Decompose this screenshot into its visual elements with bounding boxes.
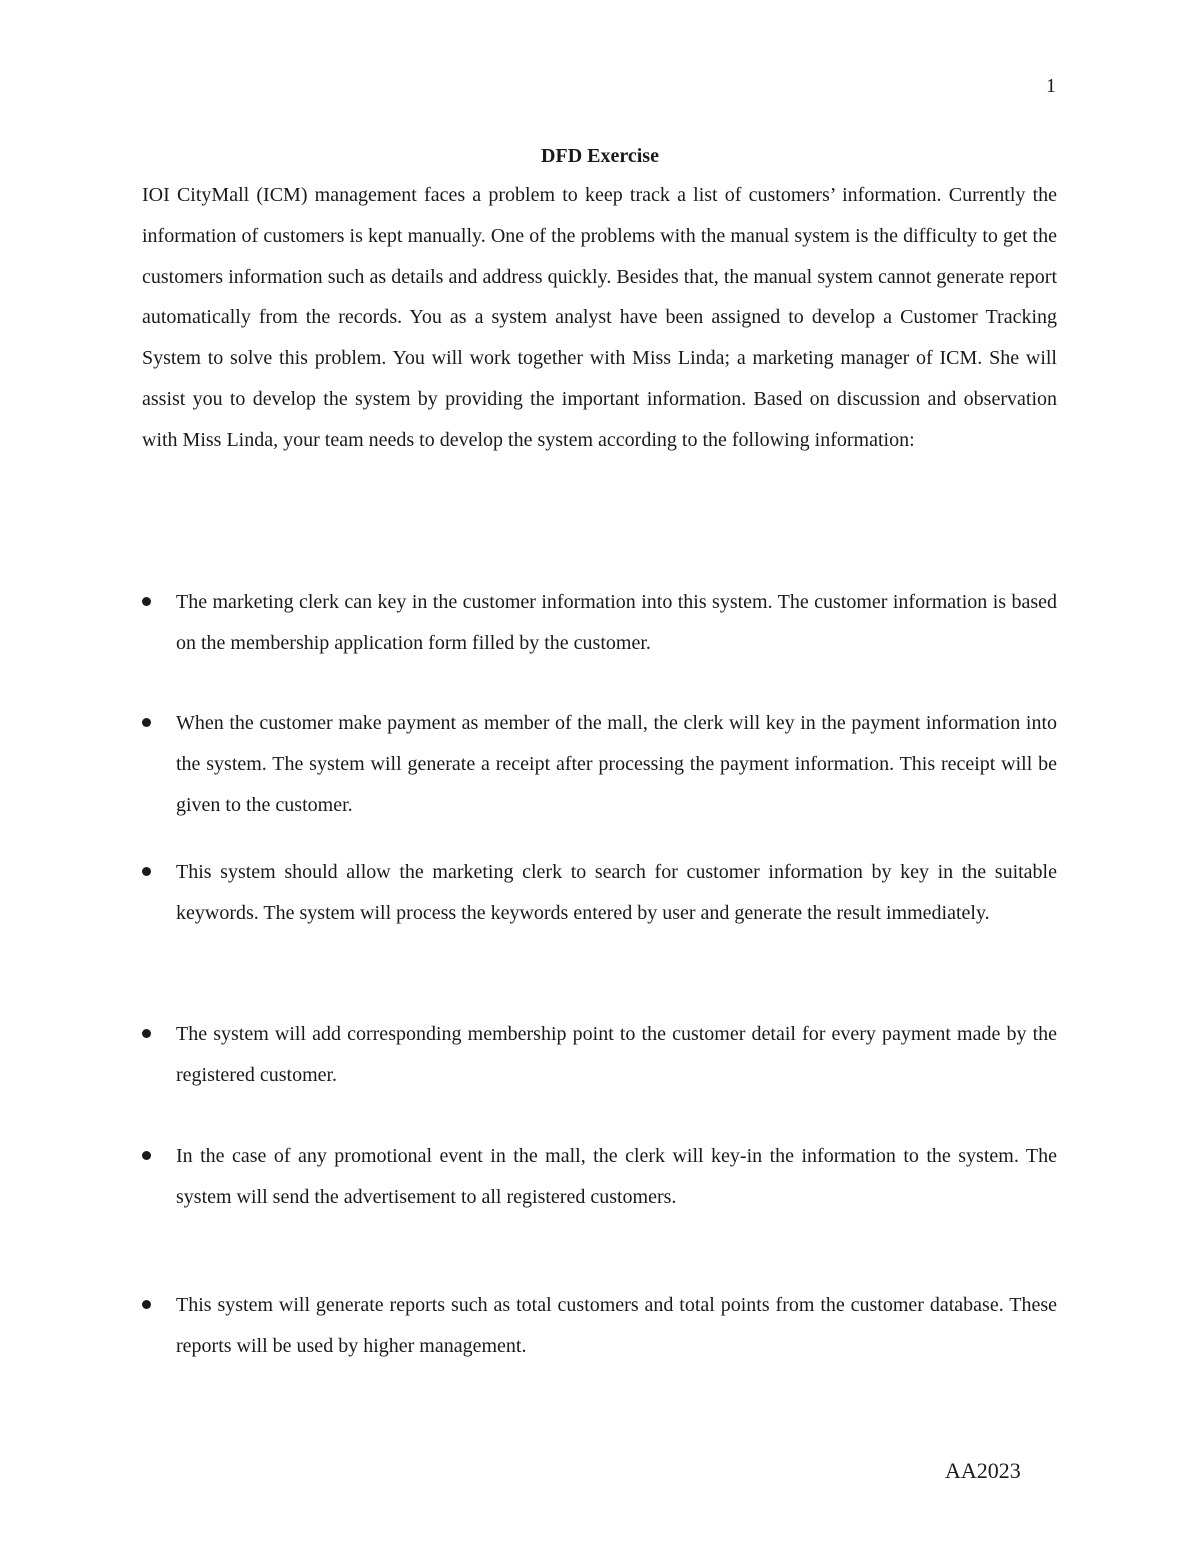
bullet-item	[142, 1285, 1057, 1367]
bullet-dot-icon	[142, 1300, 151, 1309]
bullet-item	[142, 703, 1057, 825]
bullet-text: This system should allow the marketing clerk to search for customer information by key in the suitable keywords. The system will process the keywords entered by user and generate the result immediately.	[176, 861, 1057, 924]
bullet-dot-icon	[142, 1029, 151, 1038]
bullet-text: This system will generate reports such as total customers and total points from the customer database. These reports will be used by higher management.	[176, 1294, 1057, 1357]
bullet-text: When the customer make payment as member of the mall, the clerk will key in the payment information into the system. The system will generate a receipt after processing the payment information. This receipt will be given to the customer.	[176, 712, 1057, 816]
bullet-text: The marketing clerk can key in the customer information into this system. The customer information is based on the membership application form filled by the customer.	[176, 591, 1057, 654]
footer-code: AA2023	[945, 1458, 1021, 1483]
bullet-item	[142, 582, 1057, 664]
bullet-dot-icon	[142, 597, 151, 606]
bullet-dot-icon	[142, 1151, 151, 1160]
bullet-dot-icon	[142, 867, 151, 876]
bullet-item	[142, 1014, 1057, 1096]
intro-paragraph: IOI CityMall (ICM) management faces a problem to keep track a list of customers’ information. Currently the information of customers is kept manually. One of the problems with the manual system is the difficulty to get the customers information such as details and address quickly. Besides that, the manual system cannot generate report automatically from the records. You as a system analyst have been assigned to develop a Customer Tracking System to solve this problem. You will work together with Miss Linda; a marketing manager of ICM. She will assist you to develop the system by providing the important information. Based on discussion and observation with Miss Linda, your team needs to develop the system according to the following information:	[142, 184, 1057, 451]
bullet-text: In the case of any promotional event in the mall, the clerk will key-in the information to the system. The system will send the advertisement to all registered customers.	[176, 1145, 1057, 1208]
bullet-item	[142, 1136, 1057, 1218]
bullet-dot-icon	[142, 718, 151, 727]
bullet-item	[142, 852, 1057, 934]
document-title: DFD Exercise	[541, 145, 659, 167]
page-number: 1	[1046, 75, 1056, 97]
bullet-text: The system will add corresponding membership point to the customer detail for every payment made by the registered customer.	[176, 1023, 1057, 1086]
